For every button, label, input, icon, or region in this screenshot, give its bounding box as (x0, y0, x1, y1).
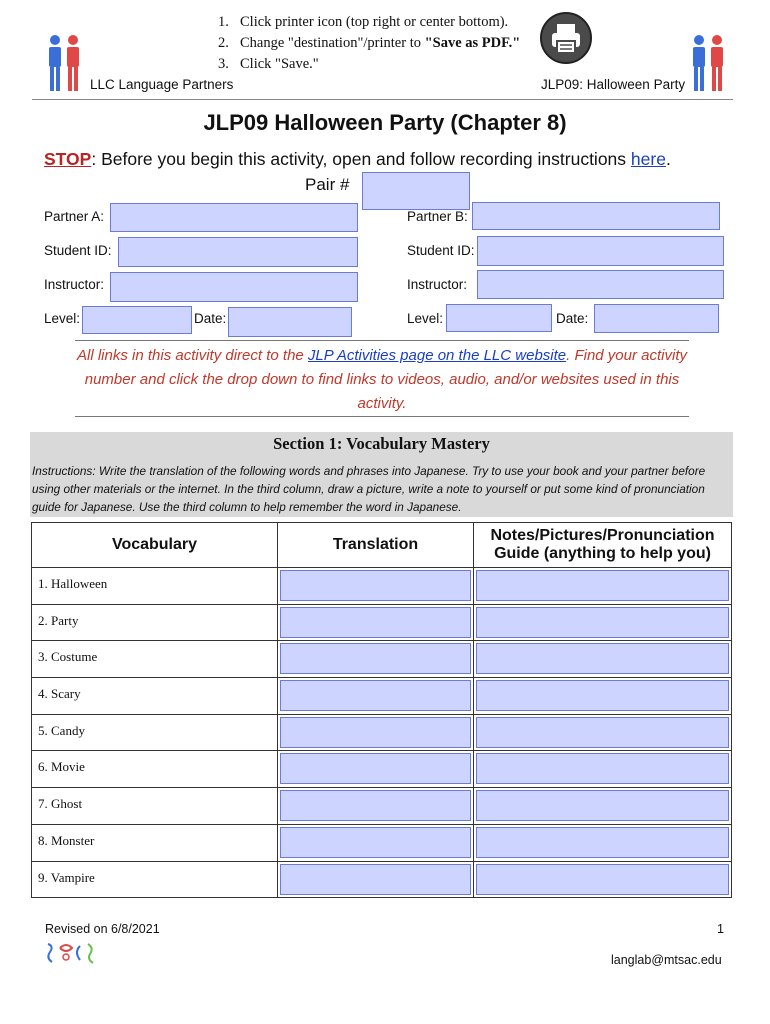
stop-end: . (665, 149, 671, 169)
notes-field[interactable] (476, 753, 729, 784)
vocab-word: 4. Scary (32, 678, 278, 715)
table-row (32, 568, 732, 605)
table-row (32, 861, 732, 898)
print-step: 3. Click "Save." (218, 56, 319, 72)
vocab-word: 3. Costume (32, 641, 278, 678)
page-title: JLP09 Halloween Party (Chapter 8) (203, 110, 567, 135)
notes-field[interactable] (476, 827, 729, 858)
column-header-notes: Notes/Pictures/Pronunciation Guide (anything to help you) (474, 523, 732, 568)
partner-a-field[interactable] (110, 203, 358, 232)
print-step: 2. Change "destination"/printer to "Save as PDF." (218, 35, 521, 51)
vocab-word: 1. Halloween (32, 568, 278, 605)
translation-field[interactable] (280, 864, 471, 895)
table-row (32, 824, 732, 861)
translation-field[interactable] (280, 790, 471, 821)
translation-field[interactable] (280, 570, 471, 601)
instructor-a-label: Instructor: (44, 277, 105, 292)
page-number: 1 (717, 922, 724, 936)
table-row (32, 788, 732, 825)
table-header-row (32, 523, 732, 568)
notes-field[interactable] (476, 607, 729, 638)
section-title: Section 1: Vocabulary Mastery (273, 434, 490, 453)
instructor-b-label: Instructor: (407, 277, 468, 292)
partner-b-label: Partner B: (407, 209, 468, 224)
contact-email: langlab@mtsac.edu (611, 953, 722, 967)
print-button[interactable] (540, 12, 592, 64)
notes-field[interactable] (476, 570, 729, 601)
section-instructions: Instructions: Write the translation of the following words and phrases into Japanese. Try to use your book and your partner before using other materials or the internet. In the third column, draw a picture, write a note to yourself or put some kind of pronunciation guide for Japanese. Use the third column to help remember the word in Japanese. (32, 464, 706, 514)
print-instructions (218, 12, 520, 75)
header-org: LLC Language Partners (90, 77, 234, 92)
activity-note (75, 344, 689, 416)
level-a-label: Level: (44, 311, 81, 326)
translation-field[interactable] (280, 827, 471, 858)
level-b-field[interactable] (446, 304, 552, 332)
level-a-field[interactable] (82, 306, 192, 334)
pair-number-field[interactable] (362, 172, 470, 210)
notes-field[interactable] (476, 790, 729, 821)
translation-field[interactable] (280, 680, 471, 711)
partner-a-label: Partner A: (44, 209, 105, 224)
printer-icon (542, 14, 590, 62)
pair-label: Pair # (305, 175, 350, 194)
note-divider-bottom (75, 416, 689, 417)
note-text-before: All links in this activity direct to the (77, 347, 308, 364)
llc-logo-left (44, 34, 84, 92)
translation-field[interactable] (280, 607, 471, 638)
table-row (32, 604, 732, 641)
vocab-word: 9. Vampire (32, 861, 278, 898)
level-b-label: Level: (407, 311, 444, 326)
instructor-a-field[interactable] (110, 272, 358, 302)
date-a-label: Date: (194, 311, 227, 326)
stop-text: : Before you begin this activity, open and follow recording instructions (91, 149, 631, 169)
note-text-after: . Find your activity number and click the drop down to find links to videos, audio, and/or websites used in this activity. (84, 347, 687, 412)
translation-field[interactable] (280, 643, 471, 674)
vocab-word: 7. Ghost (32, 788, 278, 825)
vocab-word: 8. Monster (32, 824, 278, 861)
notes-field[interactable] (476, 864, 729, 895)
stop-instruction (44, 149, 671, 170)
column-header-vocabulary: Vocabulary (32, 523, 278, 568)
date-a-field[interactable] (228, 307, 352, 337)
table-row (32, 678, 732, 715)
here-link[interactable]: here (630, 149, 666, 169)
lab-logo (44, 940, 100, 966)
instructor-b-field[interactable] (477, 270, 724, 299)
vocab-word: 2. Party (32, 604, 278, 641)
partner-b-field[interactable] (472, 202, 720, 230)
table-row (32, 641, 732, 678)
date-b-label: Date: (556, 311, 589, 326)
notes-field[interactable] (476, 643, 729, 674)
jlp-activities-link[interactable]: JLP Activities page on the LLC website (307, 347, 567, 364)
notes-field[interactable] (476, 717, 729, 748)
vocab-word: 5. Candy (32, 714, 278, 751)
student-id-a-field[interactable] (118, 237, 358, 267)
notes-field[interactable] (476, 680, 729, 711)
header-activity: JLP09: Halloween Party (541, 77, 686, 92)
student-id-b-field[interactable] (477, 236, 724, 266)
translation-field[interactable] (280, 753, 471, 784)
student-id-a-label: Student ID: (44, 243, 112, 258)
note-divider-top (75, 340, 689, 341)
table-row (32, 751, 732, 788)
vocab-word: 6. Movie (32, 751, 278, 788)
table-row (32, 714, 732, 751)
revision-date: Revised on 6/8/2021 (45, 922, 160, 936)
date-b-field[interactable] (594, 304, 719, 333)
stop-word: STOP (44, 149, 92, 169)
header-divider (32, 99, 733, 100)
print-step: 1. Click printer icon (top right or center bottom). (218, 14, 509, 30)
student-id-b-label: Student ID: (407, 243, 475, 258)
vocabulary-table (31, 522, 732, 898)
column-header-translation: Translation (278, 523, 474, 568)
llc-logo-right (688, 34, 728, 92)
translation-field[interactable] (280, 717, 471, 748)
